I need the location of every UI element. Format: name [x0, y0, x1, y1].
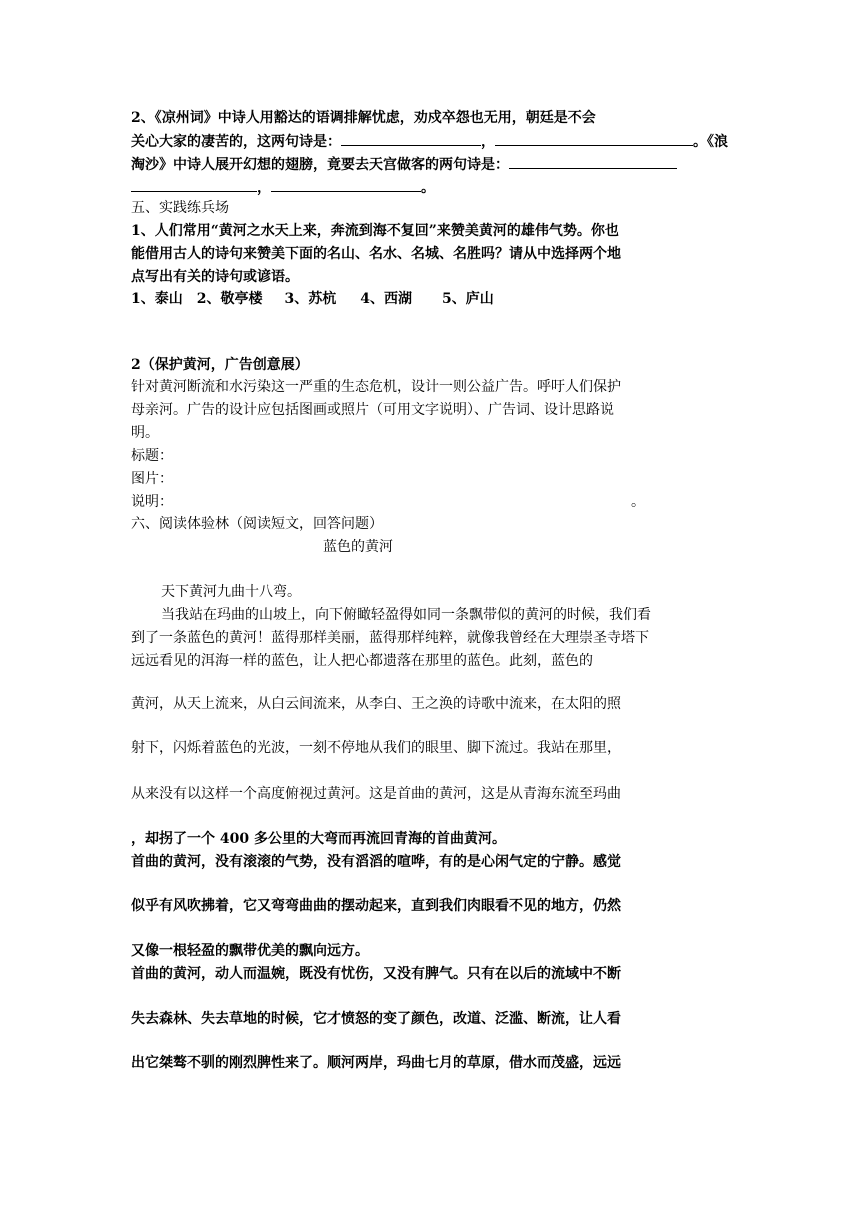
field-description-end: 。	[631, 494, 645, 510]
answer-blank-5[interactable]	[271, 177, 421, 192]
place-item: 1、泰山	[131, 291, 183, 307]
section-6-title: 六、阅读体验林（阅读短文，回答问题）	[131, 516, 383, 532]
places-list	[131, 289, 494, 309]
question-2-prompt-a: 关心大家的凄苦的，这两句诗是：	[131, 134, 341, 150]
article-line: 射下，闪烁着蓝色的光波，一刻不停地从我们的眼里、脚下流过。我站在那里，	[131, 740, 621, 756]
comma: ，	[481, 134, 495, 150]
article-line: 失去森林、失去草地的时候，它才愤怒的变了颜色，改道、泛滥、断流，让人看	[131, 1011, 621, 1027]
place-item: 3、苏杭	[284, 291, 337, 307]
question-2-line-2	[131, 131, 728, 151]
comma: ，	[257, 180, 271, 196]
question-2-line-4	[131, 177, 435, 197]
section-5-q2-line-3: 明。	[131, 425, 159, 441]
article-line: 首曲的黄河，没有滚滚的气势，没有滔滔的喧哗，有的是心闲气定的宁静。感觉	[131, 854, 621, 870]
section-5-q1-line-2: 能借用古人的诗句来赞美下面的名山、名水、名城、名胜吗？请从中选择两个地	[131, 246, 621, 262]
field-description-label: 说明：	[131, 494, 173, 510]
article-line: 首曲的黄河，动人而温婉，既没有忧伤，又没有脾气。只有在以后的流域中不断	[131, 966, 621, 982]
place-item: 2、敬亭楼	[196, 291, 263, 307]
place-item: 5、庐山	[442, 291, 494, 307]
field-title-label: 标题：	[131, 448, 173, 464]
period: 。	[421, 180, 435, 196]
article-line: 似乎有风吹拂着，它又弯弯曲曲的摆动起来，直到我们肉眼看不见的地方，仍然	[131, 898, 621, 914]
section-5-q1-line-3: 点写出有关的诗句或谚语。	[131, 269, 299, 285]
article-line: 又像一根轻盈的飘带优美的飘向远方。	[131, 943, 369, 959]
article-line: ，却拐了一个 400 多公里的大弯而再流回青海的首曲黄河。	[131, 831, 506, 847]
place-item: 4、西湖	[360, 291, 412, 307]
article-line: 当我站在玛曲的山坡上，向下俯瞰轻盈得如同一条飘带似的黄河的时候，我们看	[161, 607, 651, 623]
article-line: 从来没有以这样一个高度俯视过黄河。这是首曲的黄河，这是从青海东流至玛曲	[131, 786, 621, 802]
section-5-q2-title: 2（保护黄河，广告创意展）	[131, 357, 309, 373]
answer-blank-2[interactable]	[495, 131, 693, 146]
section-5-q1-line-1: 1、人们常用“黄河之水天上来，奔流到海不复回”来赞美黄河的雄伟气势。你也	[131, 223, 619, 239]
answer-blank-1[interactable]	[341, 131, 481, 146]
article-line: 黄河，从天上流来，从白云间流来，从李白、王之涣的诗歌中流来，在太阳的照	[131, 696, 621, 712]
article-line: 远远看见的洱海一样的蓝色，让人把心都遗落在那里的蓝色。此刻，蓝色的	[131, 653, 593, 669]
section-5-q2-line-2: 母亲河。广告的设计应包括图画或照片（可用文字说明）、广告词、设计思路说	[131, 402, 614, 418]
article-line: 到了一条蓝色的黄河！蓝得那样美丽，蓝得那样纯粹，就像我曾经在大理崇圣寺塔下	[131, 630, 649, 646]
question-2-prompt-b: 淘沙》中诗人展开幻想的翅膀，竟要去天宫做客的两句诗是：	[131, 157, 509, 173]
question-2-line-2-end: 。《浪	[693, 134, 728, 150]
answer-blank-4[interactable]	[131, 177, 257, 192]
field-picture-label: 图片：	[131, 471, 173, 487]
article-line: 出它桀骜不驯的刚烈脾性来了。顺河两岸，玛曲七月的草原，借水而茂盛，远远	[131, 1055, 621, 1071]
section-5-title: 五、实践练兵场	[131, 200, 229, 216]
question-2-line-3	[131, 154, 677, 174]
section-5-q2-line-1: 针对黄河断流和水污染这一严重的生态危机，设计一则公益广告。呼吁人们保护	[131, 379, 621, 395]
answer-blank-3[interactable]	[509, 154, 677, 169]
question-2-line-1: 2、《凉州词》中诗人用豁达的语调排解忧虑，劝戍卒怨也无用，朝廷是不会	[131, 110, 596, 126]
article-line: 天下黄河九曲十八弯。	[161, 584, 301, 600]
article-title: 蓝色的黄河	[323, 539, 393, 555]
